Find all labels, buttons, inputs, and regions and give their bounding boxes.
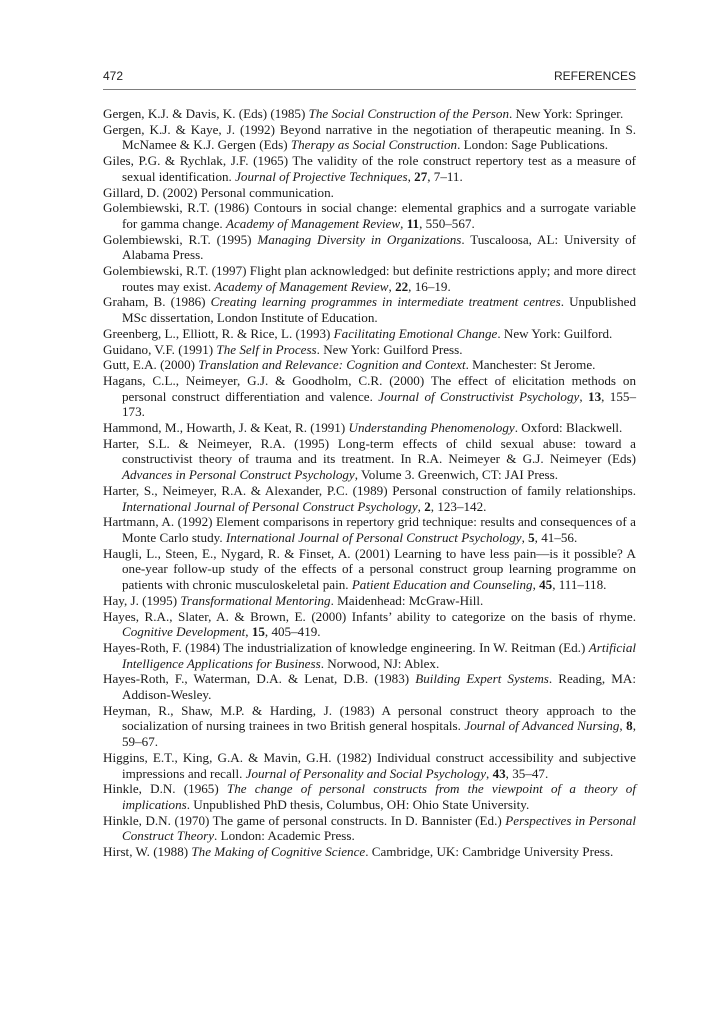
reference-pages: , 123–142. bbox=[430, 498, 487, 514]
reference-text: Gergen, K.J. & Kaye, J. (1992) Beyond narrative in the negotiation of therapeutic meaning. In S. McNamee & K.J. Gergen (Eds) bbox=[103, 121, 636, 153]
reference-entry bbox=[103, 232, 636, 263]
reference-entry bbox=[103, 200, 636, 231]
reference-entry bbox=[103, 671, 636, 702]
reference-title: Academy of Management Review bbox=[225, 215, 401, 231]
reference-text: . New York: Guilford Press. bbox=[316, 341, 463, 357]
reference-text: Gillard, D. (2002) Personal communication. bbox=[103, 184, 334, 200]
reference-title: Cognitive Development bbox=[122, 624, 246, 640]
reference-title: The change of personal constructs from the viewpoint of a theory of implications bbox=[122, 781, 636, 812]
reference-text: Harter, S., Neimeyer, R.A. & Alexander, P.C. (1989) Personal construction of family relationships. bbox=[103, 482, 636, 498]
reference-text: Golembiewski, R.T. (1997) Flight plan acknowledged: but definite restrictions apply; and more direct routes may exist. bbox=[103, 263, 636, 294]
reference-title: The Making of Cognitive Science bbox=[191, 844, 366, 860]
reference-text: . Tuscaloosa, AL: University of Alabama Press. bbox=[122, 231, 636, 263]
reference-text: Hayes-Roth, F., Waterman, D.A. & Lenat, D.B. (1983) bbox=[103, 671, 416, 687]
reference-text: , bbox=[417, 498, 425, 514]
reference-text: . London: Sage Publications. bbox=[457, 137, 608, 153]
reference-text: , bbox=[619, 718, 627, 734]
reference-volume: 2 bbox=[424, 498, 431, 514]
reference-volume: 22 bbox=[395, 278, 409, 294]
reference-text: Hagans, C.L., Neimeyer, G.J. & Goodholm, C.R. (2000) The effect of elicitation methods on personal construct differentiation and valence. bbox=[103, 372, 636, 404]
reference-pages: , 59–67. bbox=[122, 718, 636, 750]
reference-text: , bbox=[400, 215, 407, 231]
reference-volume: 27 bbox=[414, 168, 428, 184]
reference-text: Hay, J. (1995) bbox=[103, 592, 181, 608]
reference-entry bbox=[103, 593, 636, 609]
reference-text: Haugli, L., Steen, E., Nygard, R. & Finset, A. (2001) Learning to have less pain—is it possible? A one-year follow-up study of the effects of a personal construct group learning programme on patients with chronic musculoskeletal pain. bbox=[103, 545, 636, 593]
reference-text: . Reading, MA: Addison-Wesley. bbox=[122, 671, 636, 703]
reference-title: Artificial Intelligence Applications for Business bbox=[122, 639, 636, 671]
reference-entry bbox=[103, 483, 636, 514]
reference-title: Patient Education and Counseling bbox=[351, 577, 533, 593]
reference-text: . New York: Guilford. bbox=[497, 325, 613, 341]
reference-pages: , 155–173. bbox=[122, 388, 636, 420]
reference-text: Hammond, M., Howarth, J. & Keat, R. (1991) bbox=[103, 420, 349, 436]
reference-volume: 5 bbox=[528, 529, 535, 545]
reference-pages: , 405–419. bbox=[264, 624, 321, 640]
reference-text: Golembiewski, R.T. (1986) Contours in social change: elemental graphics and a surrogate variable for gamma change. bbox=[103, 200, 636, 231]
reference-title: International Journal of Personal Construct Psychology bbox=[122, 498, 418, 514]
reference-text: Giles, P.G. & Rychlak, J.F. (1965) The validity of the role construct repertory test as a measure of sexual identification. bbox=[103, 153, 636, 184]
reference-title: Understanding Phenomenology bbox=[348, 420, 515, 436]
reference-text: . Oxford: Blackwell. bbox=[514, 420, 623, 436]
reference-volume: 13 bbox=[588, 388, 602, 404]
reference-text: . Maidenhead: McGraw-Hill. bbox=[330, 592, 484, 608]
reference-title: Creating learning programmes in intermediate treatment centres bbox=[210, 294, 561, 310]
reference-text: Gutt, E.A. (2000) bbox=[103, 357, 199, 373]
reference-entry bbox=[103, 750, 636, 781]
reference-volume: 11 bbox=[406, 215, 420, 231]
reference-title: Journal of Projective Techniques bbox=[235, 168, 408, 184]
reference-volume: 43 bbox=[492, 765, 506, 781]
reference-entry bbox=[103, 420, 636, 436]
reference-pages: , 7–11. bbox=[427, 168, 463, 184]
reference-entry bbox=[103, 609, 636, 640]
reference-text: , bbox=[521, 529, 529, 545]
reference-entry bbox=[103, 813, 636, 844]
reference-text: Heyman, R., Shaw, M.P. & Harding, J. (1983) A personal construct theory approach to the socialization of nursing trainees in two British general hospitals. bbox=[103, 702, 636, 734]
reference-text: Hinkle, D.N. (1970) The game of personal constructs. In D. Bannister (Ed.) bbox=[103, 812, 506, 828]
reference-entry bbox=[103, 373, 636, 420]
reference-text: . Cambridge, UK: Cambridge University Press. bbox=[365, 844, 614, 860]
reference-title: Journal of Advanced Nursing bbox=[464, 718, 620, 734]
running-header bbox=[103, 69, 636, 83]
reference-title: Managing Diversity in Organizations bbox=[257, 231, 462, 247]
reference-text: , bbox=[532, 577, 540, 593]
reference-text: , bbox=[407, 168, 415, 184]
reference-entry bbox=[103, 294, 636, 325]
reference-text: . London: Academic Press. bbox=[214, 828, 355, 844]
reference-pages: , 41–56. bbox=[534, 529, 578, 545]
reference-entry bbox=[103, 514, 636, 545]
reference-text: Greenberg, L., Elliott, R. & Rice, L. (1993) bbox=[103, 325, 334, 341]
reference-title: Journal of Personality and Social Psychology bbox=[245, 765, 487, 781]
reference-entry bbox=[103, 640, 636, 671]
reference-entry bbox=[103, 106, 636, 122]
reference-entry bbox=[103, 326, 636, 342]
reference-volume: 45 bbox=[539, 577, 553, 593]
reference-title: Advances in Personal Construct Psychology bbox=[122, 467, 355, 483]
reference-entry bbox=[103, 153, 636, 184]
reference-entry bbox=[103, 844, 636, 860]
page-number: 472 bbox=[103, 69, 124, 83]
reference-entry bbox=[103, 342, 636, 358]
reference-entry bbox=[103, 781, 636, 812]
reference-text: . Unpublished PhD thesis, Columbus, OH: Ohio State University. bbox=[186, 796, 530, 812]
reference-pages: , 35–47. bbox=[505, 765, 549, 781]
reference-text: Hartmann, A. (1992) Element comparisons in repertory grid technique: results and consequences of a Monte Carlo study. bbox=[103, 514, 636, 545]
reference-text: Gergen, K.J. & Davis, K. (Eds) (1985) bbox=[103, 106, 309, 121]
reference-text: , bbox=[245, 624, 252, 640]
reference-title: Building Expert Systems bbox=[415, 671, 549, 687]
reference-entry bbox=[103, 185, 636, 201]
reference-entry bbox=[103, 122, 636, 153]
reference-list bbox=[103, 106, 636, 860]
reference-text: . New York: Springer. bbox=[509, 106, 624, 121]
reference-entry bbox=[103, 263, 636, 294]
reference-title: The Social Construction of the Person bbox=[308, 106, 509, 121]
reference-text: . Manchester: St Jerome. bbox=[465, 357, 596, 373]
reference-title: The Self in Process bbox=[216, 341, 317, 357]
reference-text: , bbox=[579, 388, 589, 404]
reference-text: Guidano, V.F. (1991) bbox=[103, 341, 217, 357]
reference-title: Transformational Mentoring bbox=[180, 592, 331, 608]
reference-text: , bbox=[486, 765, 493, 781]
reference-text: Higgins, E.T., King, G.A. & Mavin, G.H. (1982) Individual construct accessibility and subjective impressions and recall. bbox=[103, 749, 636, 781]
reference-text: Hirst, W. (1988) bbox=[103, 844, 192, 860]
reference-entry bbox=[103, 703, 636, 750]
reference-text: Graham, B. (1986) bbox=[103, 294, 211, 310]
header-rule bbox=[103, 89, 636, 90]
reference-title: International Journal of Personal Construct Psychology bbox=[225, 529, 522, 545]
reference-title: Translation and Relevance: Cognition and Context bbox=[198, 357, 466, 373]
reference-pages: , 550–567. bbox=[419, 215, 475, 231]
reference-text: , Volume 3. Greenwich, CT: JAI Press. bbox=[354, 467, 558, 483]
reference-text: . Norwood, NJ: Ablex. bbox=[320, 655, 440, 671]
reference-title: Perspectives in Personal Construct Theory bbox=[122, 812, 636, 844]
reference-title: Academy of Management Review bbox=[214, 278, 389, 294]
reference-text: Hayes, R.A., Slater, A. & Brown, E. (2000) Infants’ ability to categorize on the basis of rhyme. bbox=[103, 608, 636, 624]
reference-pages: , 111–118. bbox=[552, 577, 607, 593]
reference-title: Facilitating Emotional Change bbox=[333, 325, 498, 341]
reference-title: Therapy as Social Construction bbox=[290, 137, 458, 153]
running-title: REFERENCES bbox=[553, 69, 636, 83]
reference-text: Golembiewski, R.T. (1995) bbox=[103, 231, 258, 247]
reference-entry bbox=[103, 436, 636, 483]
reference-text: . Unpublished MSc dissertation, London Institute of Education. bbox=[122, 294, 637, 326]
reference-entry bbox=[103, 546, 636, 593]
reference-entry bbox=[103, 357, 636, 373]
reference-text: Harter, S.L. & Neimeyer, R.A. (1995) Long-term effects of child sexual abuse: toward a constructivist theory of trauma and its treatment. In R.A. Neimeyer & G.J. Neimeyer (Eds) bbox=[103, 435, 636, 467]
reference-title: Journal of Constructivist Psychology bbox=[378, 388, 580, 404]
reference-text: Hayes-Roth, F. (1984) The industrialization of knowledge engineering. In W. Reitman (Ed.) bbox=[103, 639, 589, 655]
reference-text: , bbox=[388, 278, 396, 294]
reference-volume: 15 bbox=[251, 624, 265, 640]
reference-pages: , 16–19. bbox=[408, 278, 451, 294]
reference-volume: 8 bbox=[626, 718, 633, 734]
reference-text: Hinkle, D.N. (1965) bbox=[103, 781, 227, 797]
